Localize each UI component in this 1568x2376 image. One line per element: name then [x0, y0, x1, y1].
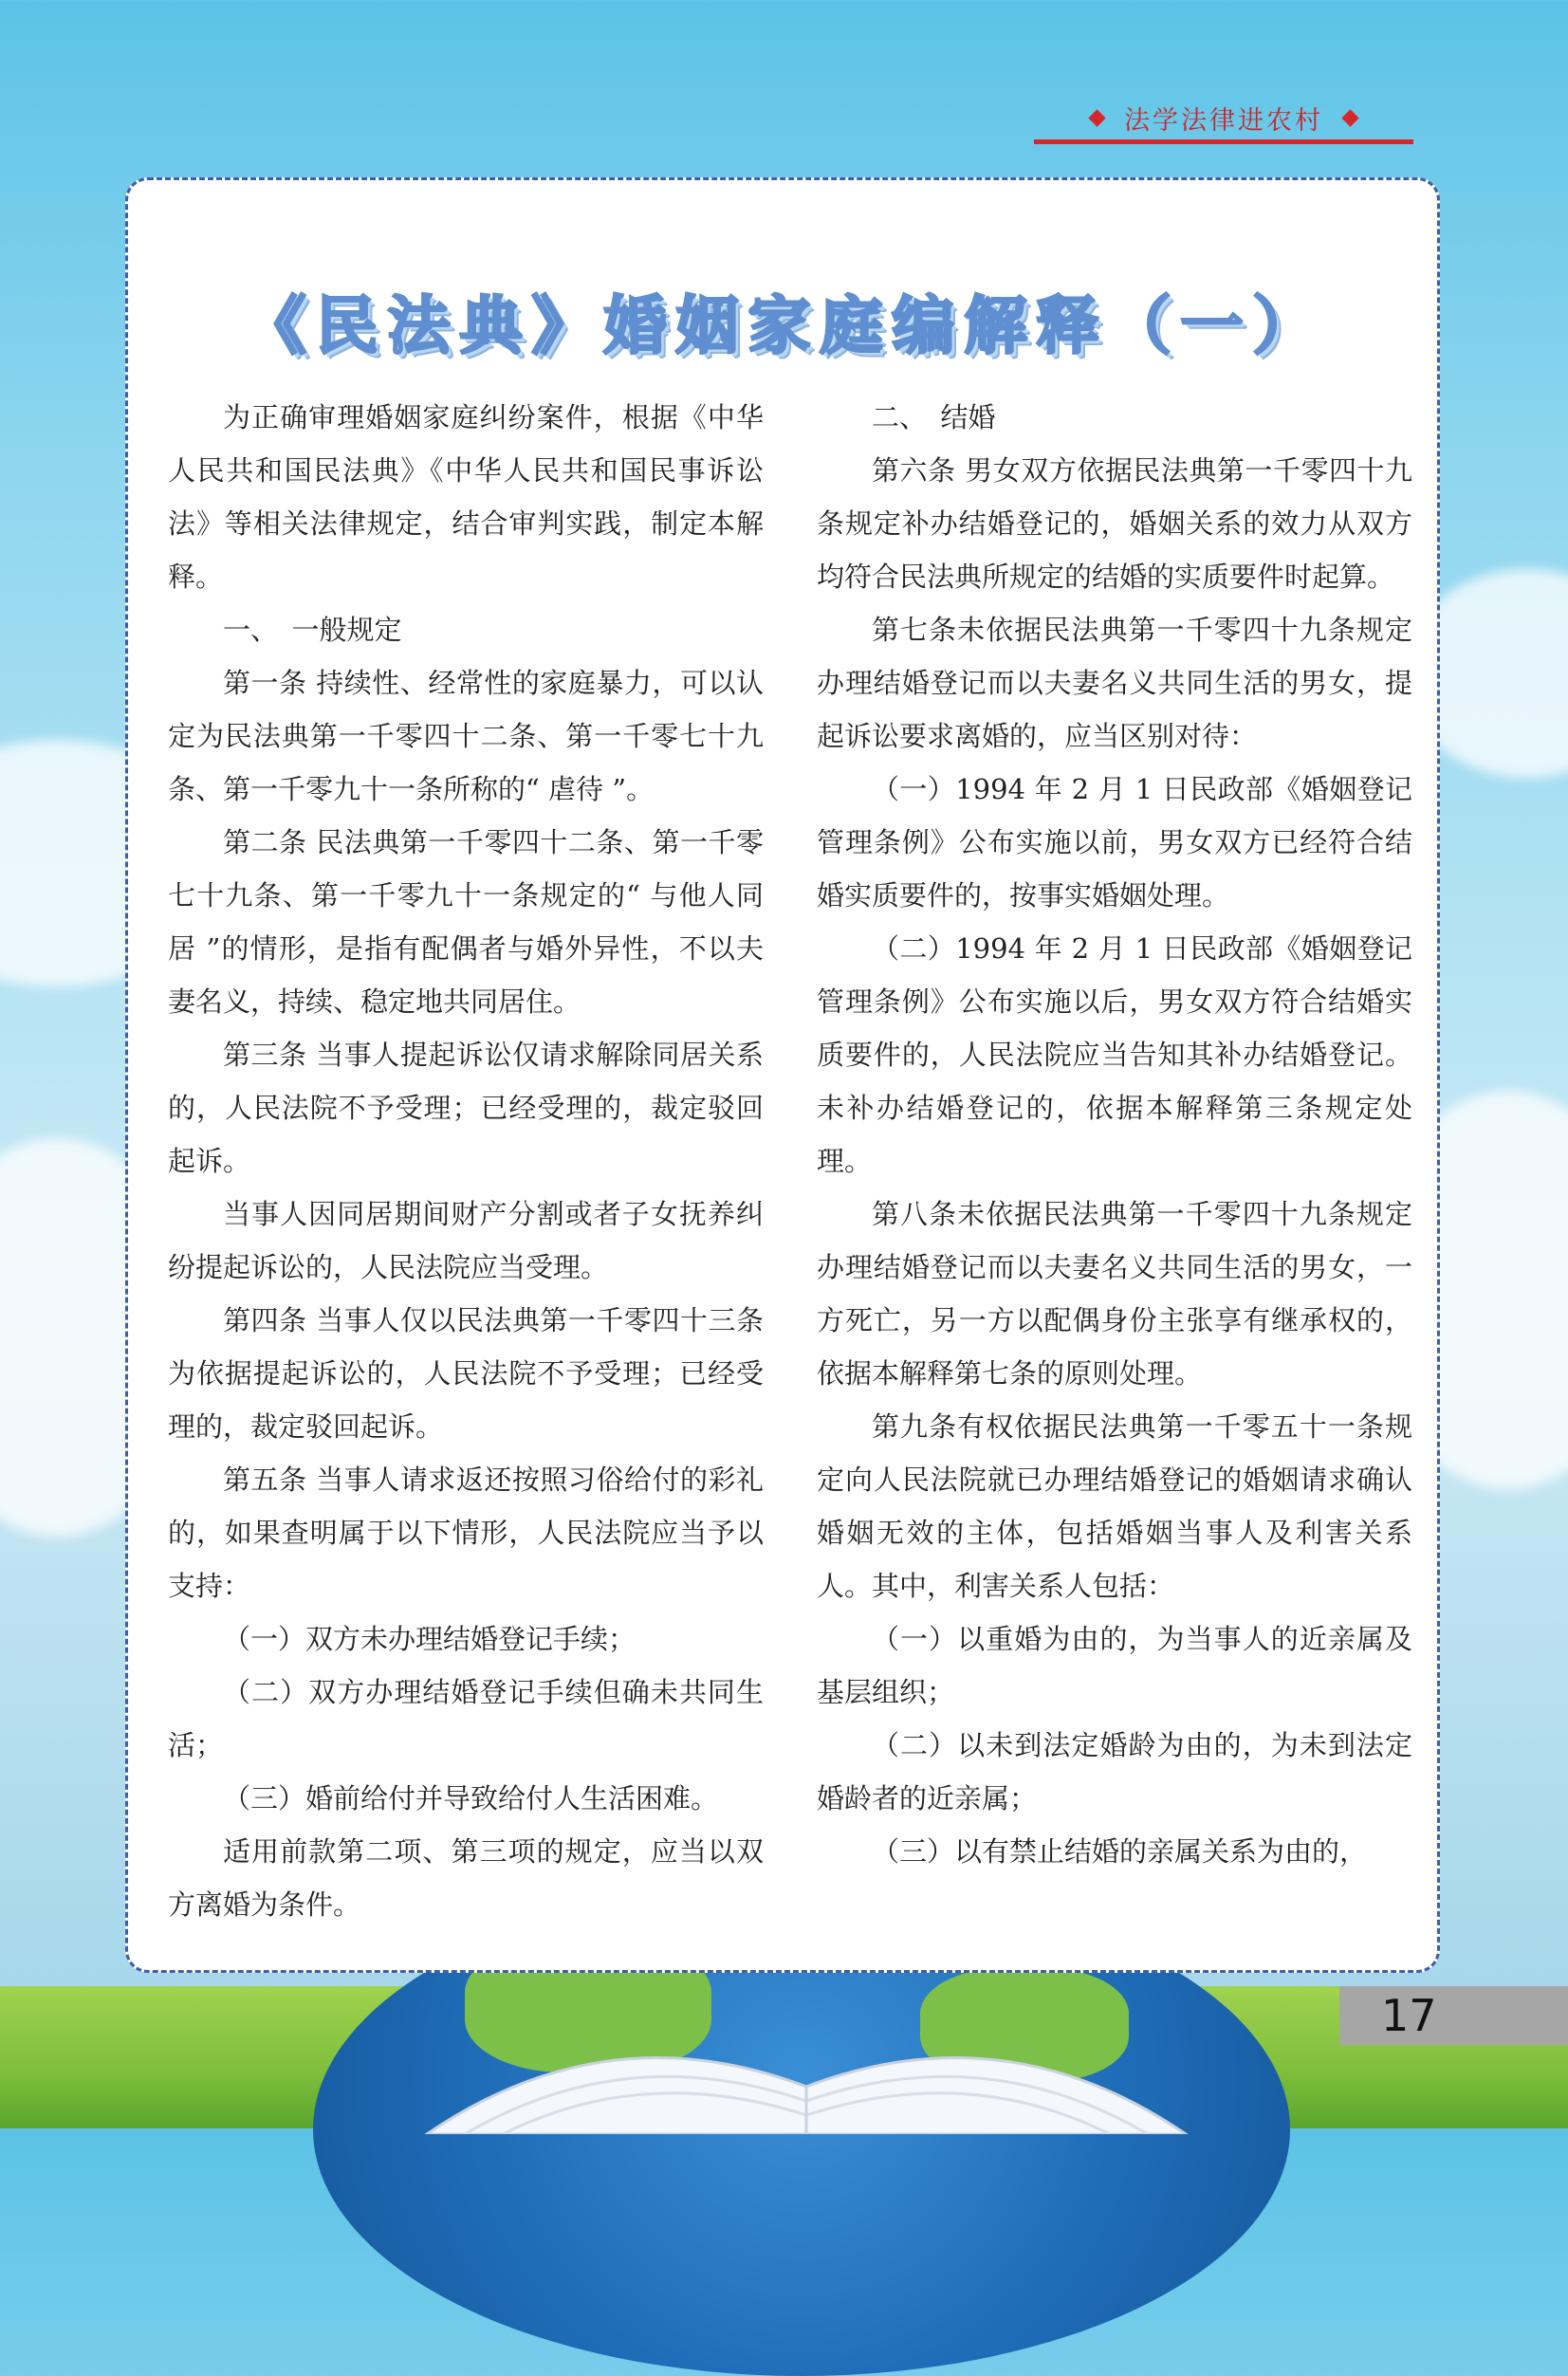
paragraph: 第八条未依据民法典第一千零四十九条规定办理结婚登记而以夫妻名义共同生活的男女，一方死亡，另一方以配偶身份主张享有继承权的，依据本解释第七条的原则处理。 — [817, 1198, 1412, 1390]
paragraph: 第五条 当事人请求返还按照习俗给付的彩礼的，如果查明属于以下情形，人民法院应当予以支持： — [168, 1464, 764, 1602]
paragraph: 第六条 男女双方依据民法典第一千零四十九条规定补办结婚登记的，婚姻关系的效力从双方均符合民法典所规定的结婚的实质要件时起算。 — [817, 454, 1412, 593]
paragraph: 当事人因同居期间财产分割或者子女抚养纠纷提起诉讼的，人民法院应当受理。 — [168, 1198, 764, 1283]
paragraph: 为正确审理婚姻家庭纠纷案件，根据《中华人民共和国民法典》《中华人民共和国民事诉讼法》等相关法律规定，结合审判实践，制定本解释。 — [168, 401, 764, 593]
paragraph: （二）以未到法定婚龄为由的，为未到法定婚龄者的近亲属； — [817, 1729, 1412, 1814]
section-heading: 二、 结婚 — [872, 401, 996, 433]
section-name: 法学法律进农村 — [1124, 105, 1323, 136]
diamond-icon — [1088, 109, 1105, 126]
header-underline — [1034, 139, 1413, 144]
page-number: 17 — [1339, 1986, 1568, 2045]
paragraph: （三）以有禁止结婚的亲属关系为由的， — [872, 1835, 1368, 1868]
paragraph: 第二条 民法典第一千零四十二条、第一千零七十九条、第一千零九十一条规定的“ 与他人同居 ”的情形，是指有配偶者与婚外异性，不以夫妻名义，持续、稳定地共同居住。 — [168, 826, 764, 1018]
paragraph: 第四条 当事人仅以民法典第一千零四十三条为依据提起诉讼的，人民法院不予受理；已经受理的，裁定驳回起诉。 — [168, 1304, 764, 1443]
diamond-icon — [1341, 109, 1358, 126]
article-title: 《民法典》婚姻家庭编解释（一） — [243, 289, 1325, 362]
left-column — [168, 391, 764, 1931]
paragraph: 第三条 当事人提起诉讼仅请求解除同居关系的，人民法院不予受理；已经受理的，裁定驳回起诉。 — [168, 1039, 764, 1177]
section-heading: 一、 一般规定 — [223, 614, 402, 646]
paragraph: 适用前款第二项、第三项的规定，应当以双方离婚为条件。 — [168, 1835, 764, 1921]
paragraph: （一）以重婚为由的，为当事人的近亲属及基层组织； — [817, 1623, 1412, 1708]
paragraph: 第九条有权依据民法典第一千零五十一条规定向人民法院就已办理结婚登记的婚姻请求确认婚姻无效的主体，包括婚姻当事人及利害关系人。其中，利害关系人包括： — [817, 1410, 1412, 1602]
paragraph: （二）双方办理结婚登记手续但确未共同生活； — [168, 1676, 764, 1761]
paragraph: （三）婚前给付并导致给付人生活困难。 — [223, 1782, 719, 1814]
section-header — [1034, 99, 1413, 140]
paragraph: （一）双方未办理结婚登记手续； — [223, 1623, 636, 1655]
paragraph: （二）1994 年 2 月 1 日民政部《婚姻登记管理条例》公布实施以后，男女双方符合结婚实质要件的，人民法院应当告知其补办结婚登记。未补办结婚登记的，依据本解释第三条规定处理。 — [817, 932, 1412, 1177]
paragraph: 第七条未依据民法典第一千零四十九条规定办理结婚登记而以夫妻名义共同生活的男女，提起诉讼要求离婚的，应当区别对待： — [817, 614, 1412, 752]
paragraph: （一）1994 年 2 月 1 日民政部《婚姻登记管理条例》公布实施以前，男女双方已经符合结婚实质要件的，按事实婚姻处理。 — [817, 773, 1412, 912]
right-column — [817, 391, 1412, 1878]
paragraph: 第一条 持续性、经常性的家庭暴力，可以认定为民法典第一千零四十二条、第一千零七十九条、第一千零九十一条所称的“ 虐待 ”。 — [168, 667, 764, 805]
open-book-illustration — [398, 1973, 1214, 2134]
